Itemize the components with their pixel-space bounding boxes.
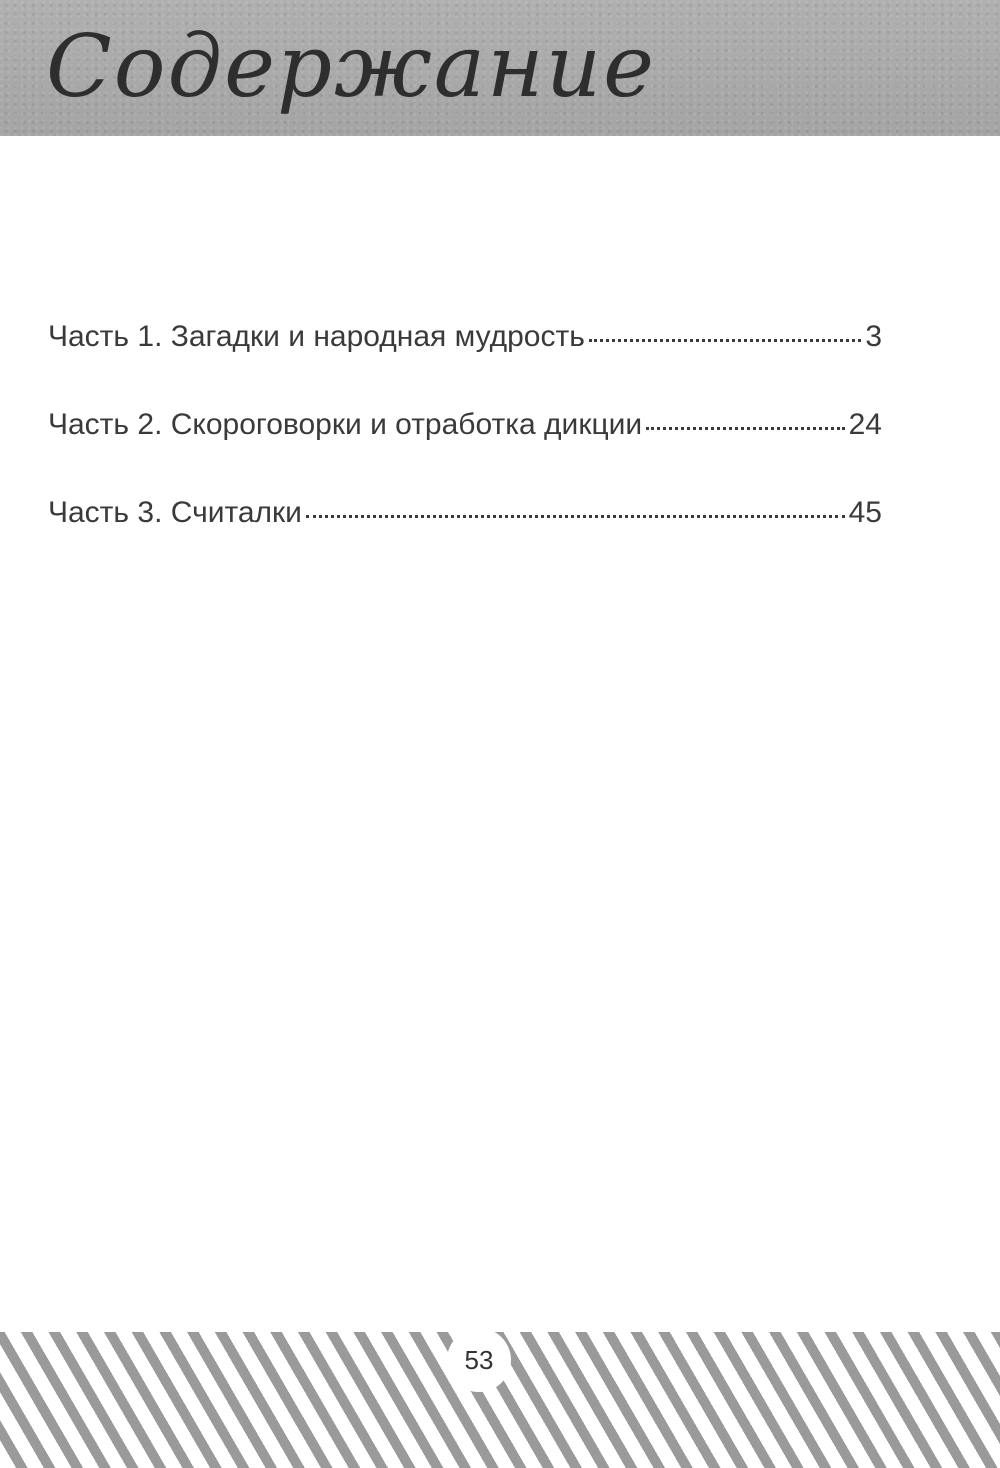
toc-item-page: 24	[848, 408, 882, 441]
toc-item-page: 3	[865, 320, 882, 353]
table-of-contents	[48, 320, 882, 584]
toc-item[interactable]	[48, 320, 882, 408]
toc-dot-leader	[646, 427, 844, 430]
toc-dot-leader	[306, 515, 845, 518]
toc-item-label: Часть 1. Загадки и народная мудрость	[48, 320, 585, 353]
toc-item-page: 45	[848, 496, 882, 529]
toc-item-label: Часть 3. Считалки	[48, 496, 302, 529]
page-number: 53	[447, 1328, 511, 1392]
page-title: Содержание	[46, 17, 656, 117]
toc-dot-leader	[589, 339, 861, 342]
toc-item[interactable]	[48, 408, 882, 496]
toc-item-label: Часть 2. Скороговорки и отработка дикции	[48, 408, 643, 441]
toc-item[interactable]	[48, 496, 882, 584]
